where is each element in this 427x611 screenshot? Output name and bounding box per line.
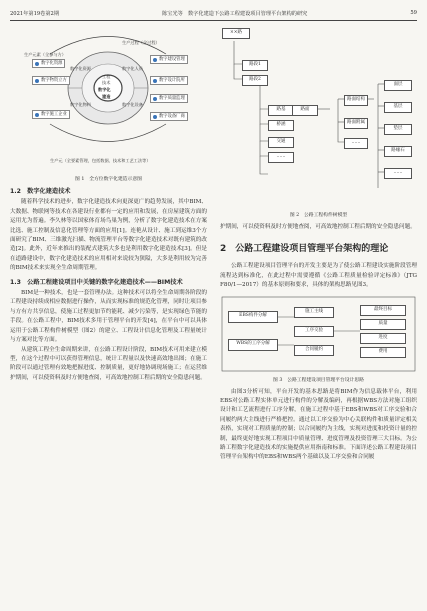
fig1-right-item-1: 数字建设管理 <box>150 55 188 64</box>
node-dot-icon <box>153 97 157 101</box>
node-dot-icon <box>35 79 39 83</box>
fig1-right-item-3: 数字质量监理 <box>150 94 188 103</box>
tree-level4-item: 面层 <box>384 80 412 91</box>
node-dot-icon <box>153 58 157 62</box>
tree-level3-item: …… <box>344 138 368 149</box>
tree-level4-item: 基层 <box>384 102 412 113</box>
tree-level3-item: 路面附属 <box>344 118 368 129</box>
figure-1-caption: 图 1 全方位数字化建造示意图 <box>75 177 142 182</box>
fig3-mid-1: 施工主线 <box>294 307 334 318</box>
node-dot-icon <box>35 113 39 117</box>
figure-2-tree-lines <box>220 24 417 210</box>
page-number: 59 <box>410 10 417 16</box>
paragraph: 由图3分析可知，平台开发的基本思路是将BIM作为信息载体平台，利用EBS对公路工程实体单元进行构件的分解及编码，再根据WBS方法对施工组织设计和工艺流程进行工序分解，在施工过程中基于EBS和WBS对工序交验和合同履约两大主线进行严格把控。通过以工序交验为中心关联构件和质量评定相关表格，实现对工程质量的控制；以合同履约为主线，实现对进度和投资计量的控制，最终更好地实现工程项目中质量管理、进度管理及投资管理三大目标。为公路工程数字化建造技术的实施提供应用指南和标准。下面详述公路工程建设项目管理平台架构中的EBS和WBS两个基础以及工序交验和合同履 <box>220 388 417 461</box>
tree-level2-item: 路基 <box>268 105 294 116</box>
fig1-left-item-1: 数字化资源 <box>32 59 65 68</box>
fig3-wbs-box: WBS的工序分解 <box>228 339 278 351</box>
fig3-right-1: 质量 <box>360 319 406 330</box>
figure-3-caption: 图 3 公路工程建设项目管理平台设计思路 <box>273 377 364 383</box>
node-dot-icon <box>153 115 157 119</box>
fig1-ring-1: 数字化资源 <box>70 66 91 71</box>
figure-3 <box>220 295 417 375</box>
running-header <box>10 6 417 20</box>
fig1-center-4: 建造 <box>102 94 111 99</box>
section-1-3-heading: 1.3 公路工程建设项目中关键的数字化建造技术——BIM技术 <box>10 278 183 286</box>
fig1-bottom-label: 生产元（全要素管理，包括数据、技术和工艺工法等） <box>50 158 151 163</box>
fig1-ring-3: 数字化设备 <box>122 102 143 107</box>
fig3-mid-3: 合同履约 <box>294 345 334 356</box>
paragraph: 从建筑工程全生命周期来讲，在公路工程设计阶段，BIM技术可用来建立模型，在这个过程中可以获得管理信息，统计工程量以及快速高效地出图；在施工阶段可以通过管理有效地把握进度、控制质量，更好地协调现场施工；在运营维护期间，可以使资料及时方便地查阅，可高效地控制工程后期的安全隐患问题。 <box>10 346 207 381</box>
tree-level4-item: …… <box>384 168 412 179</box>
fig3-ebs-box: EBS构件分解 <box>228 311 278 323</box>
fig3-mid-2: 工序交验 <box>294 326 334 337</box>
fig1-left-top-label: 生产元素（全参与方） <box>24 52 66 57</box>
tree-level2-item: 交通 <box>268 137 294 148</box>
node-dot-icon <box>153 79 157 83</box>
section-1-2-heading: 1.2 数字化建造技术 <box>10 188 71 195</box>
tree-level1-item: 路段2 <box>242 75 268 86</box>
figure-2 <box>220 24 417 210</box>
fig1-center-1: 工程 <box>102 74 111 79</box>
journal-issue: 2021年第19卷第2期 <box>10 10 60 17</box>
fig1-right-item-2: 数字设计院所 <box>150 76 188 85</box>
fig1-top-label: 生产过程（全过程） <box>122 40 160 45</box>
figure-1 <box>10 24 207 174</box>
running-title: 陈宝光等 数字化建造下公路工程建设项目管理平台架构的研究 <box>162 10 308 17</box>
fig1-center-2: 技术 <box>102 80 111 85</box>
paragraph: 公路工程建设项目管理平台的开发主要是为了使公路工程建设实施阶段管理流程达到标准化，在此过程中需要遵循《公路工程质量检验评定标准》（JTG F80/1—2017）的基本原则和要求，具体的架构思路见图3。 <box>220 263 417 289</box>
paragraph: 护期间，可以使资料及时方便地查阅，可高效地控制工程后期的安全隐患问题。 <box>220 224 416 230</box>
tree-level2-item: 桥涵 <box>268 120 294 131</box>
paragraph: 随着科学技术的进步，数字化建造技术向更深更广的趋势发展，其中BIM、大数据、物联网等技术在各建设行业都有一定的应用和发展，在房屋建筑方面的运用尤为普遍。李久林等以国家体育场鸟巢为例，分析了数字化建造技术在方案比选、施工控制及信息化管理等方面的应用[1]。连艳从设计、施工到运维3个方面研究了BIM、三维激光扫描、物流管理平台等数字化建造技术对既有建筑的改造[2]。此外，近年来推出的装配式建筑大多也是利用数字化建造技术[3]。但是在道路建设中，数字化建造技术的应用相对来说较为狭隘，大多是利用较为完善的BIM技术来实现全生命周期管理。 <box>10 199 207 272</box>
fig1-left-item-3: 数字施工企业 <box>32 110 70 119</box>
fig3-right-3: 费用 <box>360 347 406 358</box>
tree-level2-item: 路面 <box>292 105 318 116</box>
tree-level1-item: 路段1 <box>242 60 268 71</box>
fig3-right-title: 最终目标 <box>360 305 406 316</box>
fig1-right-item-4: 数字设备厂商 <box>150 112 188 121</box>
tree-level3-item: 路面结构 <box>344 95 368 106</box>
tree-root: ××路 <box>222 28 250 39</box>
section-2-heading: 2 公路工程建设项目管理平台架构的理论 <box>220 244 389 255</box>
fig1-ring-4: 数字化人员 <box>122 66 143 71</box>
left-column <box>10 24 207 383</box>
right-column <box>220 24 417 463</box>
fig3-right-2: 进度 <box>360 333 406 344</box>
fig1-ring-2: 数字化物料 <box>70 102 91 107</box>
node-dot-icon <box>35 62 39 66</box>
header-rule <box>10 20 417 21</box>
tree-level2-item: …… <box>268 152 294 163</box>
tree-level4-item: 路缘石 <box>384 146 412 157</box>
fig1-left-item-2: 数字物资立方 <box>32 76 70 85</box>
paragraph: BIM是一种技术，也是一套管理办法。这种技术可以将全生命周期各阶段的工程建设持续成相应数据进行操作，从而实现标准的规范化管理，同时让项目参与方有方共享信息，使施工过程更加节约能耗、减少污染等，是实现绿色节能的手段。在公路工程中，BIM技术多用于管理平台的开发[4]，在平台中可以具体运用于公路工程构件树模型（图2）的建立、工程设计信息化管理及工程量统计与方案对比等方面。 <box>10 290 207 344</box>
figure-2-caption: 图 2 公路工程构件树模型 <box>289 213 348 218</box>
fig1-center-3: 数字化 <box>98 87 111 92</box>
tree-level4-item: 垫层 <box>384 124 412 135</box>
